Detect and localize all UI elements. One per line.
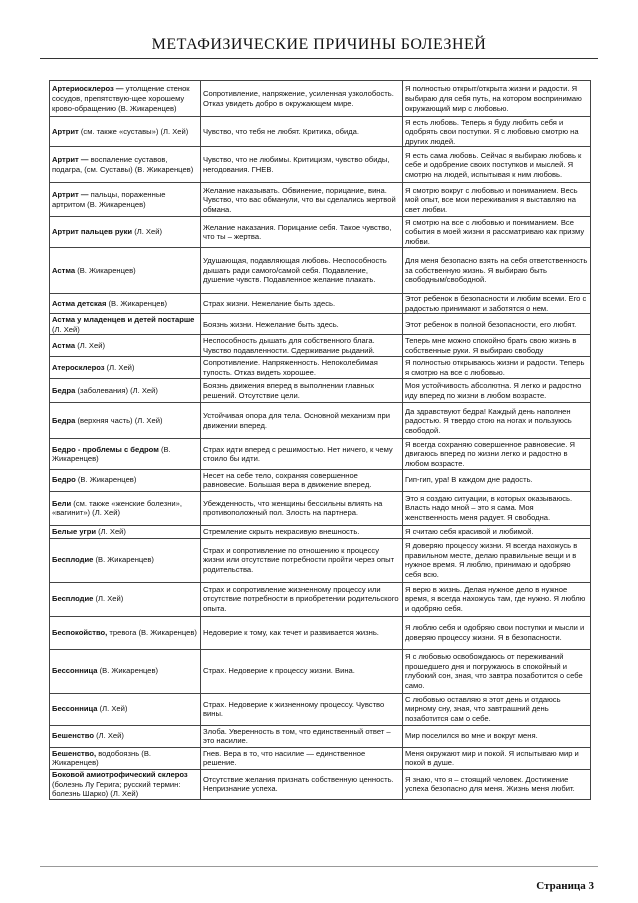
affirmation-cell: Я знаю, что я – стоящий человек. Достижение успеха безопасно для меня. Жизнь меня любит. xyxy=(403,769,591,799)
page-title: МЕТАФИЗИЧЕСКИЕ ПРИЧИНЫ БОЛЕЗНЕЙ xyxy=(151,36,487,53)
affirmation-cell: Мир поселился во мне и вокруг меня. xyxy=(403,725,591,747)
cause-cell: Страх. Недоверие к процессу жизни. Вина. xyxy=(201,649,403,693)
affirmation-cell: Я считаю себя красивой и любимой. xyxy=(403,525,591,538)
disease-source: (Л. Хей) xyxy=(97,704,128,714)
disease-cell xyxy=(50,725,201,747)
disease-cell xyxy=(50,616,201,649)
cause-cell: Стремление скрыть некрасивую внешность. xyxy=(201,525,403,538)
cause-cell: Желание наказывать. Обвинение, порицание, вина. Чувство, что вас обманули, что вы сделались жертвой обмана. xyxy=(201,183,403,217)
table-row xyxy=(50,725,591,747)
cause-cell: Страх и сопротивление жизненному процессу или отсутствие потребности в приобретении родительского опыта. xyxy=(201,582,403,616)
affirmation-cell: С любовью оставляю я этот день и отдаюсь мирному сну, зная, что завтрашний день позаботится сам о себе. xyxy=(403,693,591,725)
disease-cell xyxy=(50,491,201,525)
disease-name: Бесплодие xyxy=(52,594,94,604)
disease-name: Бешенство, xyxy=(52,748,97,758)
disease-name: Артрит xyxy=(52,127,79,137)
disease-name: Атеросклероз xyxy=(52,363,105,373)
cause-cell: Сопротивление. Напряженность. Непоколебимая тупость. Отказ видеть хорошее. xyxy=(201,357,403,379)
disease-table xyxy=(49,80,591,800)
cause-cell: Убежденность, что женщины бессильны влиять на противоположный пол. Злость на партнера. xyxy=(201,491,403,525)
table-row xyxy=(50,379,591,403)
cause-cell: Желание наказания. Порицание себя. Такое чувство, что ты – жертва. xyxy=(201,217,403,247)
disease-cell xyxy=(50,217,201,247)
affirmation-cell: Я смотрю вокруг с любовью и пониманием. Весь мой опыт, все мои переживания я выставляю на свет любви. xyxy=(403,183,591,217)
page-number: Страница 3 xyxy=(536,880,594,892)
disease-name: Артрит пальцев руки xyxy=(52,227,133,237)
disease-cell xyxy=(50,693,201,725)
disease-name: Артериосклероз — xyxy=(52,84,124,94)
disease-source: (Л. Хей) xyxy=(96,526,126,536)
cause-cell: Чувство, что не любимы. Критицизм, чувство обиды, негодования. ГНЕВ. xyxy=(201,147,403,183)
disease-cell xyxy=(50,649,201,693)
disease-cell xyxy=(50,439,201,469)
disease-source: (болезнь Лу Герига; русский термин: болезнь Шарко) (Л. Хей) xyxy=(52,779,181,799)
disease-source: (заболевания) (Л. Хей) xyxy=(75,386,158,396)
table-row xyxy=(50,293,591,314)
table-row xyxy=(50,747,591,769)
disease-name: Артрит — xyxy=(52,155,89,165)
disease-source: (верхняя часть) (Л. Хей) xyxy=(75,416,163,426)
affirmation-cell: Я смотрю на все с любовью и пониманием. Все события в моей жизни я рассматриваю как призму любви. xyxy=(403,217,591,247)
disease-cell xyxy=(50,769,201,799)
disease-source: пальцы, пораженные артритом (В. Жикаренцев) xyxy=(52,190,166,210)
disease-cell xyxy=(50,117,201,147)
disease-name: Боковой амиотрофический склероз xyxy=(52,770,188,780)
affirmation-cell: Этот ребенок в полной безопасности, его любят. xyxy=(403,314,591,335)
cause-cell: Недоверие к тому, как течет и развивается жизнь. xyxy=(201,616,403,649)
title-divider xyxy=(40,58,598,59)
disease-source: (В. Жикаренцев) xyxy=(52,444,171,464)
cause-cell: Отсутствие желания признать собственную ценность. Непризнание успеха. xyxy=(201,769,403,799)
disease-cell xyxy=(50,147,201,183)
affirmation-cell: Этот ребенок в безопасности и любим всеми. Его с радостью принимают и заботятся о нем. xyxy=(403,293,591,314)
cause-cell: Страх. Недоверие к жизненному процессу. Чувство вины. xyxy=(201,693,403,725)
disease-name: Бесплодие xyxy=(52,555,94,565)
disease-cell xyxy=(50,314,201,335)
affirmation-cell: Я полностью открываюсь жизни и радости. Теперь я смотрю на все с любовью. xyxy=(403,357,591,379)
affirmation-cell: Я с любовью освобождаюсь от переживаний прошедшего дня и погружаюсь в спокойный и глубокий сон, зная, что завтра позаботится о себе само. xyxy=(403,649,591,693)
cause-cell: Неспособность дышать для собственного блага. Чувство подавленности. Сдерживание рыданий. xyxy=(201,335,403,357)
disease-name: Бедра xyxy=(52,386,76,396)
disease-name: Бедро xyxy=(52,475,76,485)
table-row xyxy=(50,616,591,649)
table-row xyxy=(50,314,591,335)
affirmation-cell: Я есть сама любовь. Сейчас я выбираю любовь к себе и одобрение своих поступков и мыслей. Я смотрю на людей, испытывая к ним любовь. xyxy=(403,147,591,183)
disease-cell xyxy=(50,379,201,403)
disease-source: (см. также «суставы») (Л. Хей) xyxy=(78,127,189,137)
affirmation-cell: Я всегда сохраняю совершенное равновесие. Я двигаюсь вперед по жизни легко и радостно в любом возрасте. xyxy=(403,439,591,469)
affirmation-cell: Я люблю себя и одобряю свои поступки и мысли и доверяю процессу жизни. Я в безопасности. xyxy=(403,616,591,649)
disease-source: (Л. Хей) xyxy=(132,227,162,237)
affirmation-cell: Я доверяю процессу жизни. Я всегда нахожусь в правильном месте, делаю правильные вещи и в нужное время. Я люблю, принимаю и одобряю себя всю. xyxy=(403,538,591,582)
table-row xyxy=(50,769,591,799)
disease-source: (Л. Хей) xyxy=(93,731,124,741)
affirmation-cell: Для меня безопасно взять на себя ответственность за собственную жизнь. Я выбираю быть свободным/свободной. xyxy=(403,247,591,293)
table-row xyxy=(50,335,591,357)
disease-name: Беспокойство, xyxy=(52,627,108,637)
affirmation-cell: Гип-гип, ура! В каждом дне радость. xyxy=(403,469,591,491)
affirmation-cell: Это я создаю ситуации, в которых оказываюсь. Власть надо мной – это я сама. Моя женственность меня радует. Я свободна. xyxy=(403,491,591,525)
table-row xyxy=(50,469,591,491)
cause-cell: Страх жизни. Нежелание быть здесь. xyxy=(201,293,403,314)
disease-source: тревога (В. Жикаренцев) xyxy=(107,627,197,637)
cause-cell: Боязнь жизни. Нежелание быть здесь. xyxy=(201,314,403,335)
affirmation-cell: Теперь мне можно спокойно брать свою жизнь в собственные руки. Я выбираю свободу xyxy=(403,335,591,357)
disease-source: воспаление суставов, подагра, (см. Суставы) (В. Жикаренцев) xyxy=(52,155,194,175)
cause-cell: Сопротивление, напряжение, усиленная узколобость. Отказ увидеть добро в окружающем мире. xyxy=(201,81,403,117)
disease-cell xyxy=(50,357,201,379)
cause-cell: Чувство, что тебя не любят. Критика, обида. xyxy=(201,117,403,147)
table-row xyxy=(50,247,591,293)
cause-cell: Страх и сопротивление по отношению к процессу жизни или отсутствие потребности пройти через опыт родительства. xyxy=(201,538,403,582)
disease-name: Бессонница xyxy=(52,666,98,676)
disease-cell xyxy=(50,183,201,217)
disease-name: Артрит — xyxy=(52,190,89,200)
disease-source: (В. Жикаренцев) xyxy=(93,555,154,565)
disease-cell xyxy=(50,293,201,314)
disease-source: (В. Жикаренцев) xyxy=(106,298,168,308)
disease-source: (Л. Хей) xyxy=(75,341,105,351)
table-row xyxy=(50,81,591,117)
disease-source: утолщение стенок сосудов, препятствую-щее хорошему крово-обращению (В. Жикаренцев) xyxy=(52,84,190,113)
disease-name: Астма xyxy=(52,341,76,351)
cause-cell: Устойчивая опора для тела. Основной механизм при движении вперед. xyxy=(201,403,403,439)
table-row xyxy=(50,491,591,525)
disease-name: Бедра xyxy=(52,416,76,426)
disease-source: водобоязнь (В. Жикаренцев) xyxy=(52,748,151,768)
table-row xyxy=(50,117,591,147)
table-row xyxy=(50,357,591,379)
disease-cell xyxy=(50,247,201,293)
cause-cell: Страх идти вперед с решимостью. Нет ничего, к чему стоило бы идти. xyxy=(201,439,403,469)
disease-name: Астма детская xyxy=(52,298,107,308)
disease-source: (Л. Хей) xyxy=(104,363,135,373)
table-row xyxy=(50,693,591,725)
table-row xyxy=(50,403,591,439)
disease-name: Белые угри xyxy=(52,526,97,536)
disease-name: Бедро - проблемы с бедром xyxy=(52,444,159,454)
disease-cell xyxy=(50,81,201,117)
affirmation-cell: Я полностью открыт/открыта жизни и радости. Я выбираю для себя путь, на котором воспринимаю окружающий мир с любовью. xyxy=(403,81,591,117)
disease-name: Бессонница xyxy=(52,704,98,714)
cause-cell: Несет на себе тело, сохраняя совершенное равновесие. Большая вера в движение вперед. xyxy=(201,469,403,491)
cause-cell: Удушающая, подавляющая любовь. Неспособность дышать ради самого/самой себя. Подавление, душение чувств. Подавленное желание плакать. xyxy=(201,247,403,293)
table-row xyxy=(50,538,591,582)
cause-cell: Боязнь движения вперед в выполнении главных решений. Отсутствие цели. xyxy=(201,379,403,403)
disease-cell xyxy=(50,582,201,616)
table-row xyxy=(50,649,591,693)
table-row xyxy=(50,217,591,247)
disease-source: (см. также «женские болезни», «вагинит») (Л. Хей) xyxy=(52,498,182,518)
footer-divider xyxy=(40,866,598,867)
disease-cell xyxy=(50,469,201,491)
cause-cell: Злоба. Уверенность в том, что единственный ответ – это насилие. xyxy=(201,725,403,747)
affirmation-cell: Моя устойчивость абсолютна. Я легко и радостно иду вперед по жизни в любом возрасте. xyxy=(403,379,591,403)
disease-source: (В. Жикаренцев) xyxy=(75,265,136,275)
disease-source: (Л. Хей) xyxy=(52,324,80,334)
affirmation-cell: Меня окружают мир и покой. Я испытываю мир и покой в душе. xyxy=(403,747,591,769)
disease-name: Бешенство xyxy=(52,731,94,741)
disease-cell xyxy=(50,747,201,769)
affirmation-cell: Я есть любовь. Теперь я буду любить себя и одобрять свои поступки. Я с любовью смотрю на других людей. xyxy=(403,117,591,147)
table-row xyxy=(50,147,591,183)
disease-source: (Л. Хей) xyxy=(93,594,124,604)
disease-cell xyxy=(50,525,201,538)
disease-name: Астма у младенцев и детей постарше xyxy=(52,314,195,324)
affirmation-cell: Я верю в жизнь. Делая нужное дело в нужное время, я всегда нахожусь там, где нужно. Я люблю и одобряю себя. xyxy=(403,582,591,616)
table-row xyxy=(50,582,591,616)
affirmation-cell: Да здравствуют бедра! Каждый день наполнен радостью. Я твердо стою на ногах и пользуюсь свободой. xyxy=(403,403,591,439)
disease-cell xyxy=(50,403,201,439)
disease-name: Астма xyxy=(52,265,76,275)
disease-cell xyxy=(50,538,201,582)
disease-cell xyxy=(50,335,201,357)
table-row xyxy=(50,183,591,217)
table-row xyxy=(50,525,591,538)
disease-source: (В. Жикаренцев) xyxy=(97,666,159,676)
cause-cell: Гнев. Вера в то, что насилие — единственное решение. xyxy=(201,747,403,769)
table-row xyxy=(50,439,591,469)
disease-name: Бели xyxy=(52,498,72,508)
disease-source: (В. Жикаренцев) xyxy=(75,475,137,485)
